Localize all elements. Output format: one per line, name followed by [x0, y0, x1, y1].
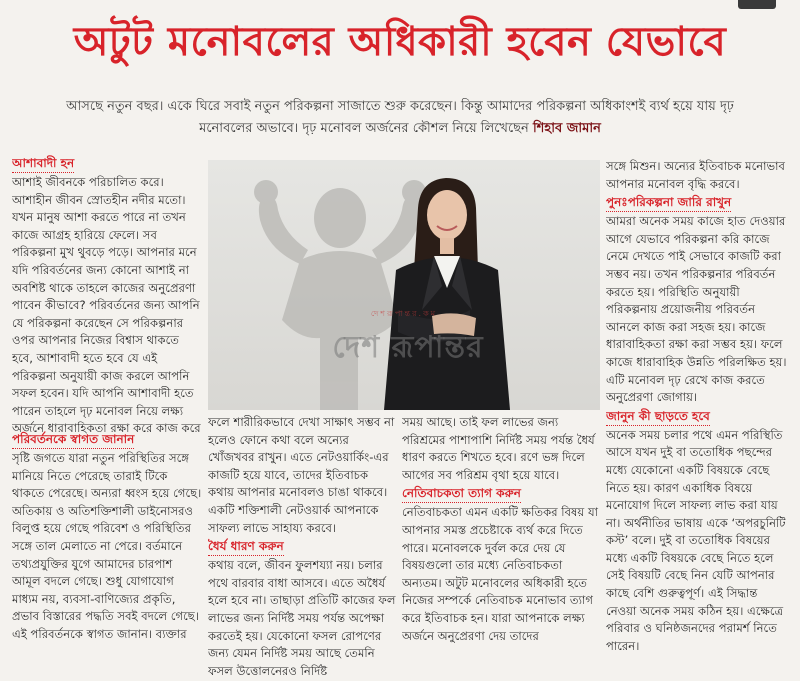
author-thumbnail [738, 0, 776, 9]
deck-text: আসছে নতুন বছর। একে ঘিরে সবাই নতুন পরিকল্পনা সাজাতে শুরু করেছেন। কিন্তু আমাদের পরিকল্পনা অধিকাংশই ব্যর্থ হয়ে যায় দৃঢ় মনোবলের অভাবে। দৃঢ় মনোবল অর্জনের কৌশল নিয়ে লিখেছেন [66, 99, 734, 136]
article-headline: অটুট মনোবলের অধিকারী হবেন যেভাবে [73, 19, 727, 65]
subhead-know-what-to-leave: জানুন কী ছাড়তে হবে [606, 407, 710, 426]
paragraph-networking: ফলে শারীরিকভাবে দেখা সাক্ষাৎ সম্ভব না হলেও ফোনে কথা বলে অন্যের খোঁজখবর রাখুন। এতে নেটওয়ার্কিং-এর কাজটি হয়ে যাবে, তাদের ইতিবাচক কথায় আপনার মনোবলও চাঙা থাকবে। একটি শক্তিশালী নেটওয়ার্ক আপনাকে সাফল্য লাভে সাহায্য করবে। [208, 415, 395, 535]
paragraph-mix: সঙ্গে মিশুন। অন্যের ইতিবাচক মনোভাব আপনার মনোবল বৃদ্ধি করবে। [606, 159, 785, 191]
woman-with-shadow-illustration [208, 160, 600, 410]
paragraph-opportunity-cost: অনেক সময় চলার পথে এমন পরিস্থিতি আসে যখন দুই বা ততোধিক পছন্দের মধ্যে যেকোনো একটি বিষয়কে বেছে নিতে হয়। কারণ একাধিক বিষয়ে মনোযোগ দিলে সাফল্য লাভ করা যায় না। অর্থনীতির ভাষায় একে ‘অপরচুনিটি কস্ট’ বলে। দুই বা ততোধিক বিষয়ের মধ্যে একটি বিষয়কে বেছে নিতে হলে সেই বিষয়টি বেছে নিন যেটি আপনার কাছে বেশি গুরুত্বপূর্ণ। এই সিদ্ধান্ত নেওয়া অনেক সময় কঠিন হয়। এক্ষেত্রে পরিবার ও ঘনিষ্ঠজনদের পরামর্শ নিতে পারেন। [606, 427, 786, 653]
article-photo [208, 160, 600, 410]
paragraph-patience: কথায় বলে, জীবন ফুলশয্যা নয়। চলার পথে বারবার বাধা আসবে। এতে অধৈর্য হলে হবে না। তাছাড়া প্রতিটি কাজের ফল লাভের জন্য নির্দিষ্ট সময় পর্যন্ত অপেক্ষা করতেই হয়। যেকোনো ফসল রোপণের জন্য যেমন নির্দিষ্ট সময় আছে তেমনি ফসল উত্তোলনেরও নির্দিষ্ট [208, 558, 396, 678]
top-strip [0, 0, 800, 10]
subhead-keep-replanning: পুনঃপরিকল্পনা জারি রাখুন [606, 193, 731, 212]
watermark-url: দেশরূপান্তর.কম [370, 309, 438, 318]
paragraph-time: সময় আছে। তাই ফল লাভের জন্য পরিশ্রমের পাশাপাশি নির্দিষ্ট সময় পর্যন্ত ধৈর্য ধারণ করতে শিখতে হবে। রণে ভঙ্গ দিলে আগের সব পরিশ্রম বৃথা হয়ে যাবে। [402, 415, 595, 482]
column-2 [208, 414, 396, 680]
paragraph-negativity: নেতিবাচকতা এমন একটি ক্ষতিকর বিষয় যা আপনার সমস্ত প্রচেষ্টাকে ব্যর্থ করে দিতে পারে। মনোবলকে দুর্বল করে দেয় যে বিষয়গুলো তার মধ্যে নেতিবাচকতা অন্যতম। অটুট মনোবলের অধিকারী হতে নিজের সম্পর্কে নেতিবাচক মনোভাব ত্যাগ করে ইতিবাচক হন। যারা আপনাকে লক্ষ্য অর্জনে অনুপ্রেরণা দেয় তাদের [402, 505, 598, 643]
paragraph-change: সৃষ্টি জগতে যারা নতুন পরিস্থিতির সঙ্গে মানিয়ে নিতে পেরেছে তারাই টিকে থাকতে পেরেছে। অন্যরা ধ্বংস হয়ে গেছে। অতিকায় ও অতিশক্তিশালী ডাইনোসরও বিলুপ্ত হয়ে গেছে পরিবেশ ও পরিস্থিতির সঙ্গে তাল মেলাতে না পেরে। বর্তমানে তথ্যপ্রযুক্তির যুগে আমাদের চারপাশ আমূল বদলে গেছে। শুধু যোগাযোগ মাধ্যম নয়, ব্যবসা-বাণিজ্যের প্রকৃতি, প্রভাব বিস্তারের পদ্ধতি সবই বদলে গেছে। এই পরিবর্তনকে স্বাগত জানান। ব্যক্তার [12, 451, 202, 641]
paragraph-optimism: আশাই জীবনকে পরিচালিত করে। আশাহীন জীবন স্রোতহীন নদীর মতো। যখন মানুষ আশা করতে পারে না তখন কাজে আগ্রহ হারিয়ে ফেলে। সব পরিকল্পনা মুখ থুবড়ে পড়ে। আপনার মনে যদি পরিবর্তনের জন্য কোনো আশাই না অবশিষ্ট থাকে তাহলে কাজের অনুপ্রেরণা পাবেন কীভাবে? পরিবর্তনের জন্য আপনি যে পরিকল্পনা করেছেন সে পরিকল্পনার ওপর আপনার নিজের বিশ্বাস থাকতে হবে, আশাবাদী হতে হবে যে এই পরিকল্পনা অনুযায়ী কাজ করলে আপনি সফল হবেন। যদি আপনি আশাবাদী হতে পারেন তাহলে দৃঢ় মনোবল নিয়ে লক্ষ্য অর্জনে ধারাবাহিকতা রক্ষা করে কাজ করে [12, 175, 201, 436]
column-4 [606, 158, 788, 680]
publication-watermark: দেশ রূপান্তর [332, 330, 484, 365]
subhead-be-patient: ধৈর্য ধারণ করুন [208, 537, 284, 556]
column-1-bottom [12, 430, 202, 680]
subhead-welcome-change: পরিবর্তনকে স্বাগত জানান [12, 430, 134, 449]
author-name: শিহাব জামান [532, 121, 601, 136]
article-deck [60, 96, 740, 140]
paragraph-replanning: আমরা অনেক সময় কাজে হাত দেওয়ার আগে যেভাবে পরিকল্পনা করি কাজে নেমে দেখতে পাই সেভাবে কাজটি করা সম্ভব নয়। তখন পরিকল্পনার পরিবর্তন করতে হয়। পরিস্থিতি অনুযায়ী পরিকল্পনায় প্রয়োজনীয় পরিবর্তন আনলে কাজ করা সহজ হয়। কাজে ধারাবাহিকতা রক্ষা করা সম্ভব হয়। ফলে কাজে ধারাবাহিক উন্নতি পরিলক্ষিত হয়। এটি মনোবল দৃঢ় রেখে কাজ করতে অনুপ্রেরণা জোগায়। [606, 214, 787, 405]
column-1-top [12, 154, 202, 439]
subhead-quit-negativity: নেতিবাচকতা ত্যাগ করুন [402, 484, 521, 503]
column-3 [402, 414, 600, 680]
subhead-be-optimistic: আশাবাদী হন [12, 154, 74, 173]
